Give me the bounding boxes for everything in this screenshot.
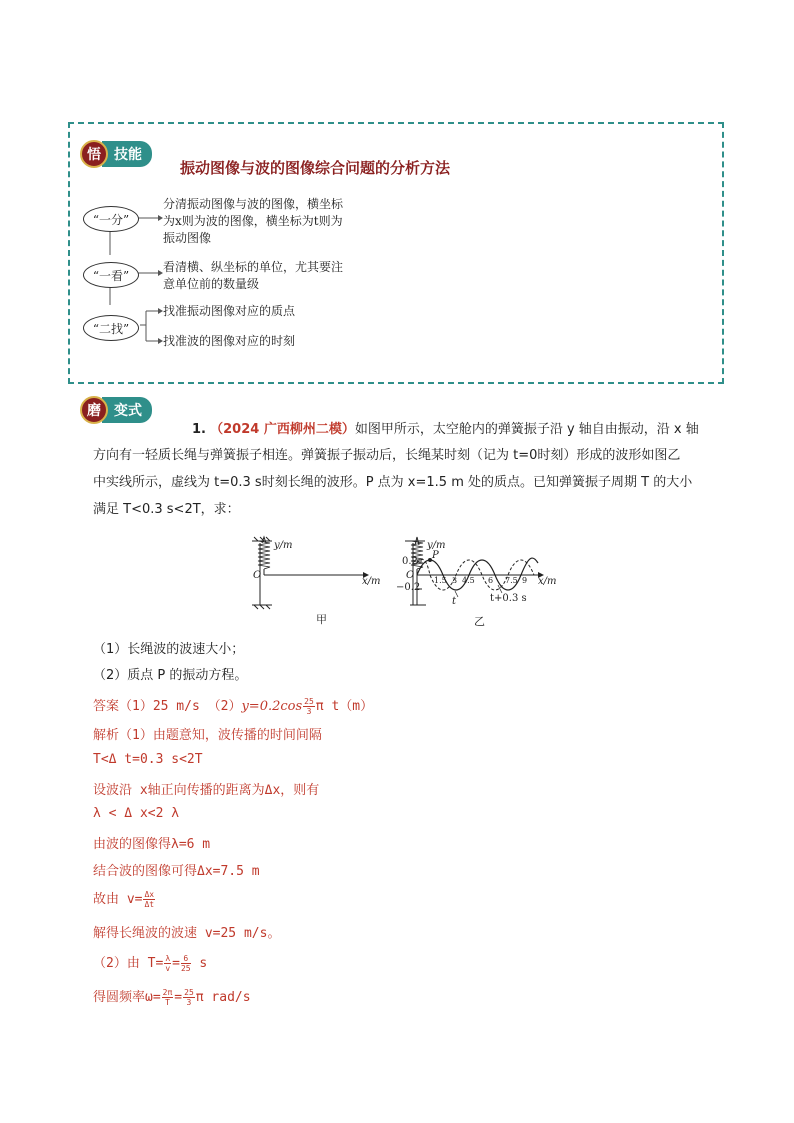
x-tick-2: 3 xyxy=(452,576,458,585)
frac-num: 25 xyxy=(304,697,314,706)
w-fraction-2 xyxy=(183,988,195,1007)
analysis-line-4: λ < Δ x<2 λ xyxy=(93,806,180,821)
variant-badge xyxy=(80,396,152,424)
jia-y-label: y/m xyxy=(274,540,293,551)
frac-den: T xyxy=(165,998,170,1007)
analysis-line-6: 结合波的图像可得Δx=7.5 m xyxy=(93,864,260,879)
w-fraction-1 xyxy=(162,988,174,1007)
w-suffix: π rad/s xyxy=(195,990,251,1005)
frac-num: Δx xyxy=(144,890,155,899)
t-suffix: s xyxy=(191,956,208,971)
skill-badge-char: 悟 xyxy=(80,140,108,168)
w-eq: = xyxy=(174,990,183,1005)
v-fraction xyxy=(143,890,155,909)
yi-y-tick-top: 0.2 xyxy=(402,556,418,567)
step-2-line: 看清横、纵坐标的单位，尤其要注 xyxy=(163,260,344,274)
t-fraction-1 xyxy=(164,954,171,973)
x-tick-1: 1.5 xyxy=(434,576,447,585)
stem-line-2: 方向有一轻质长绳与弹簧振子相连。弹簧振子振动后，长绳某时刻（记为 t=0时刻）形成的波形如图乙 xyxy=(93,448,681,463)
caption-yi: 乙 xyxy=(474,615,485,628)
step-3-desc-b: 找准波的图像对应的时刻 xyxy=(163,334,296,348)
variant-badge-char: 磨 xyxy=(80,396,108,424)
yi-origin: O xyxy=(406,570,415,581)
analysis-line-2: T<Δ t=0.3 s<2T xyxy=(93,752,203,767)
sub-question-2: （2）质点 P 的振动方程。 xyxy=(93,668,248,683)
yi-t2-label: t+0.3 s xyxy=(490,593,527,604)
skill-title: 振动图像与波的图像综合问题的分析方法 xyxy=(180,159,451,177)
period-formula xyxy=(93,952,207,973)
step-oval-3: “二找” xyxy=(83,315,139,341)
step-3-desc-a: 找准振动图像对应的质点 xyxy=(163,304,296,318)
sub-question-1: （1）长绳波的波速大小； xyxy=(93,642,245,657)
step-oval-1: “一分” xyxy=(83,206,139,232)
yi-point-p: P xyxy=(432,550,439,561)
skill-badge xyxy=(80,140,152,168)
question-source: （2024 广西柳州二模） xyxy=(210,422,355,437)
answer-suffix: π t（m） xyxy=(315,699,374,714)
x-tick-6: 9 xyxy=(522,576,528,585)
question-number: 1. xyxy=(192,422,206,437)
frac-num: 25 xyxy=(184,988,194,997)
frac-num: λ xyxy=(165,954,171,963)
step-1-line: 振动图像 xyxy=(163,231,212,245)
t-fraction-2 xyxy=(181,954,191,973)
step-1-line: 为x则为波的图像，横坐标为t则为 xyxy=(163,214,343,228)
caption-jia: 甲 xyxy=(316,613,327,626)
t-prefix: （2）由 T= xyxy=(93,956,164,971)
yi-y-label: y/m xyxy=(427,540,446,551)
answer-fraction xyxy=(303,697,315,716)
yi-x-label: x/m xyxy=(538,576,557,587)
answer-line xyxy=(93,695,373,716)
x-tick-5: 7.5 xyxy=(505,576,518,585)
frac-num: 6 xyxy=(181,954,191,964)
t-eq: = xyxy=(172,956,180,971)
frac-den: 3 xyxy=(306,707,312,716)
yi-y-tick-bottom: −0.2 xyxy=(396,582,421,593)
stem-line-4: 满足 T<0.3 s<2T，求： xyxy=(93,502,240,517)
question-line-1 xyxy=(192,418,699,437)
step-oval-2: “一看” xyxy=(83,262,139,288)
frac-den: 25 xyxy=(180,964,191,973)
x-tick-4: 6 xyxy=(488,576,494,585)
jia-origin: O xyxy=(253,570,262,581)
answer-prefix: 答案（1）25 m/s （2） xyxy=(93,699,242,714)
frac-den: Δt xyxy=(144,900,155,909)
result-line: 解得长绳波的波速 v=25 m/s。 xyxy=(93,926,281,941)
velocity-formula xyxy=(93,888,156,909)
step-1-desc xyxy=(163,196,343,247)
frac-den: v xyxy=(165,964,171,973)
stem-line-3: 中实线所示，虚线为 t=0.3 s时刻长绳的波形。P 点为 x=1.5 m 处的质点。已知弹簧振子周期 T 的大小 xyxy=(93,475,693,490)
w-prefix: 得圆频率ω= xyxy=(93,990,161,1005)
yi-t-label: t xyxy=(452,596,457,607)
jia-x-label: x/m xyxy=(362,576,381,587)
step-1-line: 分清振动图像与波的图像，横坐标 xyxy=(163,197,344,211)
stem-line-1: 如图甲所示，太空舱内的弹簧振子沿 y 轴自由振动，沿 x 轴 xyxy=(354,422,699,437)
frac-num: 2π xyxy=(162,988,173,997)
x-tick-3: 4.5 xyxy=(462,576,475,585)
skill-badge-tag: 技能 xyxy=(102,141,152,167)
step-2-line: 意单位前的数量级 xyxy=(163,277,260,291)
analysis-line-3: 设波沿 x轴正向传播的距离为Δx，则有 xyxy=(93,783,320,798)
omega-formula xyxy=(93,986,251,1007)
variant-badge-tag: 变式 xyxy=(102,397,152,423)
analysis-line-1: 解析（1）由题意知，波传播的时间间隔 xyxy=(93,728,322,743)
figure-jia xyxy=(252,537,369,609)
answer-formula: y=0.2cos xyxy=(241,699,303,714)
frac-den: 3 xyxy=(186,998,192,1007)
analysis-line-5: 由波的图像得λ=6 m xyxy=(93,837,211,852)
v-prefix: 故由 v= xyxy=(93,892,143,907)
step-2-desc xyxy=(163,259,343,293)
